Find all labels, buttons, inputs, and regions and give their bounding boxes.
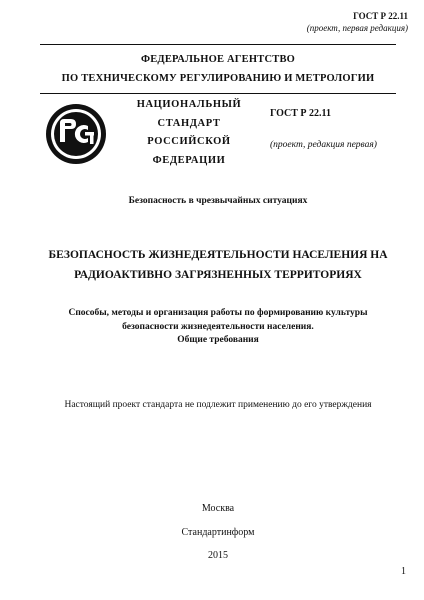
national-line-3: РОССИЙСКОЙ [147,136,231,147]
national-line-4: ФЕДЕРАЦИИ [152,154,226,166]
publisher-name: Стандартинформ [181,527,255,538]
draft-notice: Настоящий проект стандарта не подлежит применению до его утверждения [64,400,372,410]
publication-city: Москва [201,503,235,514]
section-heading: Безопасность в чрезвычайных ситуациях [128,196,308,206]
standard-note: (проект, редакция первая) [270,140,377,150]
header-code: ГОСТ Р 22.11 [353,11,408,21]
gost-r-logo-svg [44,102,108,166]
document-subtitle [40,307,396,348]
agency-line-2: ПО ТЕХНИЧЕСКОМУ РЕГУЛИРОВАНИЮ И МЕТРОЛОГИИ [61,73,375,84]
document-header [307,10,408,34]
agency-name [40,50,396,88]
national-standard-label [134,96,244,170]
standard-code: ГОСТ Р 22.11 [270,108,331,119]
subtitle-line-2: безопасности жизнедеятельности населения. [122,321,314,332]
divider-middle [40,93,396,94]
document-title [40,245,396,285]
national-line-2: СТАНДАРТ [157,117,221,129]
gost-r-logo-icon [44,102,108,166]
subtitle-line-1: Способы, методы и организация работы по формированию культуры [68,308,368,318]
subtitle-line-3: Общие требования [177,335,259,345]
title-line-1: БЕЗОПАСНОСТЬ ЖИЗНЕДЕЯТЕЛЬНОСТИ НАСЕЛЕНИЯ НА [48,249,388,261]
national-line-1: НАЦИОНАЛЬНЫЙ [136,99,242,110]
divider-top [40,44,396,45]
page-number: 1 [401,566,406,577]
title-line-2: РАДИОАКТИВНО ЗАГРЯЗНЕННЫХ ТЕРРИТОРИЯХ [74,269,362,281]
publication-year: 2015 [208,550,228,561]
header-code-note: (проект, первая редакция) [306,23,408,33]
agency-line-1: ФЕДЕРАЛЬНОЕ АГЕНТСТВО [140,54,296,65]
